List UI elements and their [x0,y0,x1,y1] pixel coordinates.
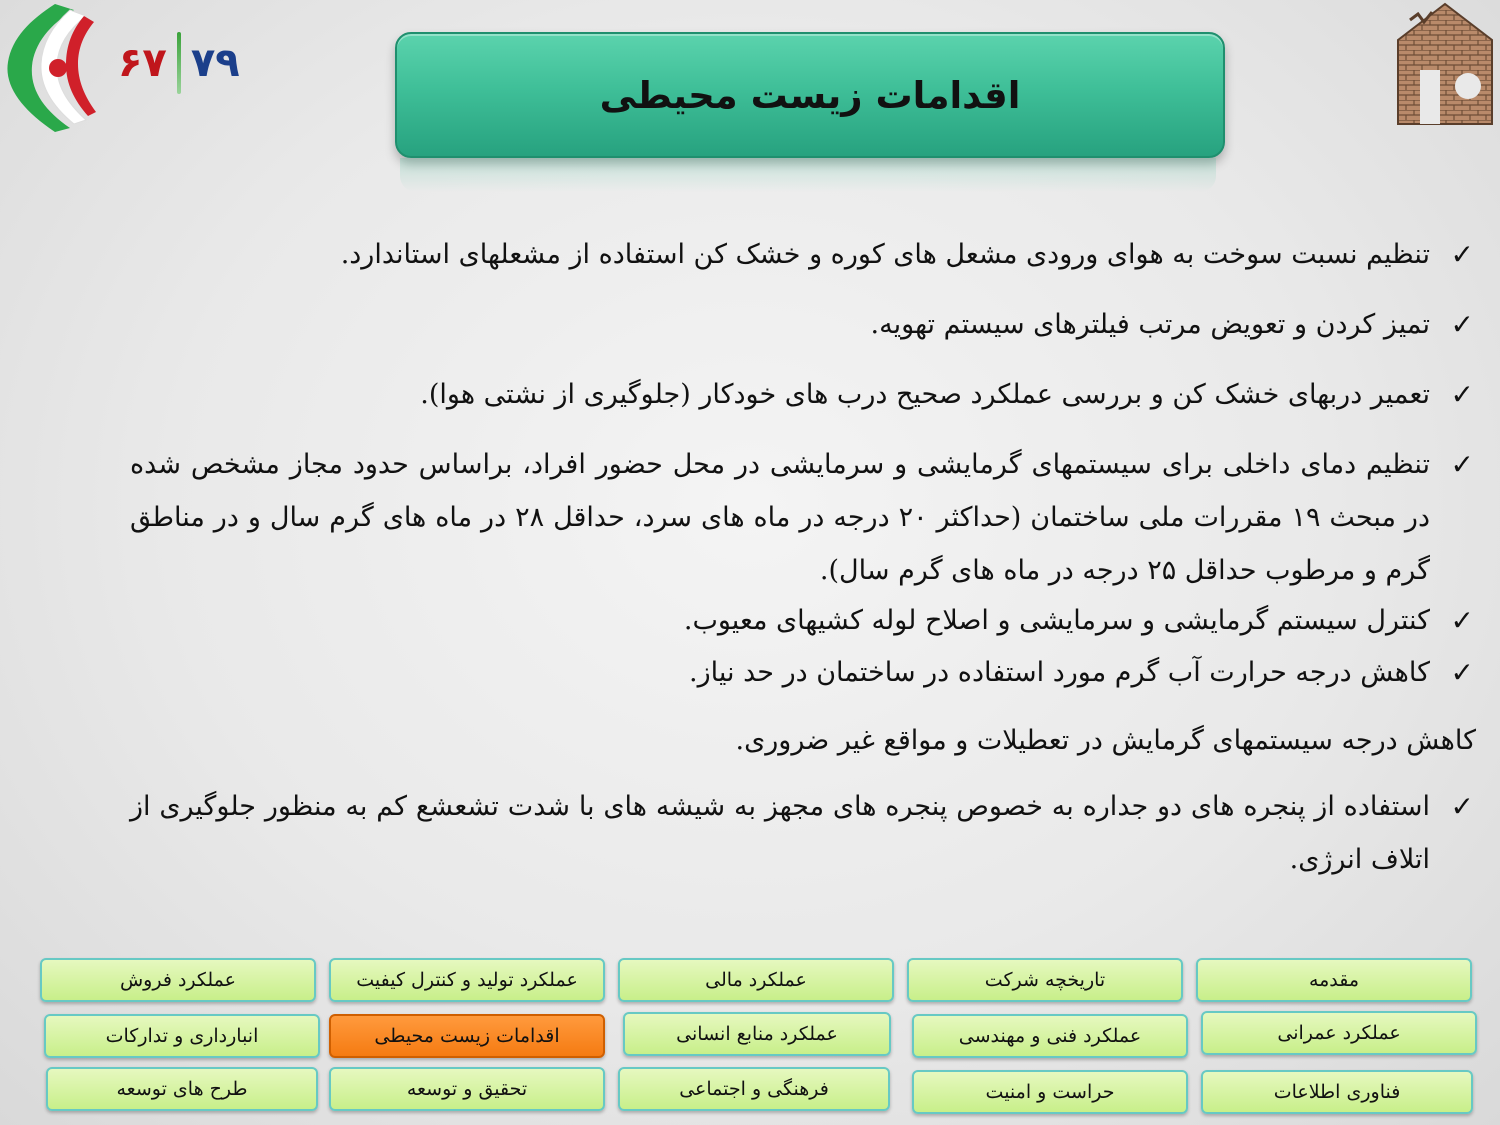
nav-cultural-social[interactable]: فرهنگی و اجتماعی [618,1067,890,1111]
nav-financial-performance[interactable]: عملکرد مالی [618,958,894,1002]
nav-construction-performance[interactable]: عملکرد عمرانی [1201,1011,1477,1055]
check-icon: ✓ [1450,238,1474,271]
nav-development-plans[interactable]: طرح های توسعه [46,1067,318,1111]
plain-item: کاهش درجه سیستمهای گرمایش در تعطیلات و مواقع غیر ضروری. [735,725,1476,756]
year-divider [177,32,181,94]
bullet-item: کاهش درجه حرارت آب گرم مورد استفاده در ساختمان در حد نیاز. [689,657,1430,688]
nav-engineering-performance[interactable]: عملکرد فنی و مهندسی [912,1014,1188,1058]
nav-environmental-actions[interactable]: اقدامات زیست محیطی [329,1014,605,1058]
year-range [118,32,240,94]
title-reflection [400,158,1216,192]
bullet-item: تنظیم دمای داخلی برای سیستمهای گرمایشی و سرمایشی در محل حضور افراد، براساس حدود مجاز مشخص شده در مبحث ۱۹ مقررات ملی ساختمان (حداکثر ۲۰ درجه در ماه های سرد، حداقل ۲۸ در ماه های گرم سال و در مناطق گرم و مرطوب حداقل ۲۵ درجه در ماه های گرم سال). [130,449,1430,586]
check-icon: ✓ [1450,378,1474,411]
bullet-item: تمیز کردن و تعویض مرتب فیلترهای سیستم تهویه. [870,309,1430,340]
slide-title: اقدامات زیست محیطی [599,73,1021,117]
nav-warehousing-procurement[interactable]: انبارداری و تدارکات [44,1014,320,1058]
bullet-item: کنترل سیستم گرمایشی و سرمایشی و اصلاح لوله کشیهای معیوب. [683,605,1430,636]
nav-research-development[interactable]: تحقیق و توسعه [329,1067,605,1111]
bullet-item: استفاده از پنجره های دو جداره به خصوص پنجره های مجهز به شیشه های با شدت تشعشع کم به منظور جلوگیری از اتلاف انرژی. [130,791,1430,875]
nav-information-technology[interactable]: فناوری اطلاعات [1201,1070,1473,1114]
nav-company-history[interactable]: تاریخچه شرکت [907,958,1183,1002]
check-icon: ✓ [1450,604,1474,637]
bullet-item: تعمیر دربهای خشک کن و بررسی عملکرد صحیح درب های خودکار (جلوگیری از نشتی هوا). [420,379,1430,410]
bullet-item: تنظیم نسبت سوخت به هوای ورودی مشعل های کوره و خشک کن استفاده از مشعلهای استاندارد. [340,239,1430,270]
flag-emblem-logo [0,0,100,140]
check-icon: ✓ [1450,790,1474,823]
nav-sales-performance[interactable]: عملکرد فروش [40,958,316,1002]
year-start: ۶۷ [118,40,167,86]
nav-production-quality[interactable]: عملکرد تولید و کنترل کیفیت [329,958,605,1002]
nav-intro[interactable]: مقدمه [1196,958,1472,1002]
check-icon: ✓ [1450,448,1474,481]
slide-title-banner [395,32,1225,158]
year-end: ۷۹ [190,40,240,86]
company-brick-logo [1390,0,1500,128]
nav-security[interactable]: حراست و امنیت [912,1070,1188,1114]
nav-human-resources[interactable]: عملکرد منابع انسانی [623,1012,891,1056]
check-icon: ✓ [1450,656,1474,689]
check-icon: ✓ [1450,308,1474,341]
